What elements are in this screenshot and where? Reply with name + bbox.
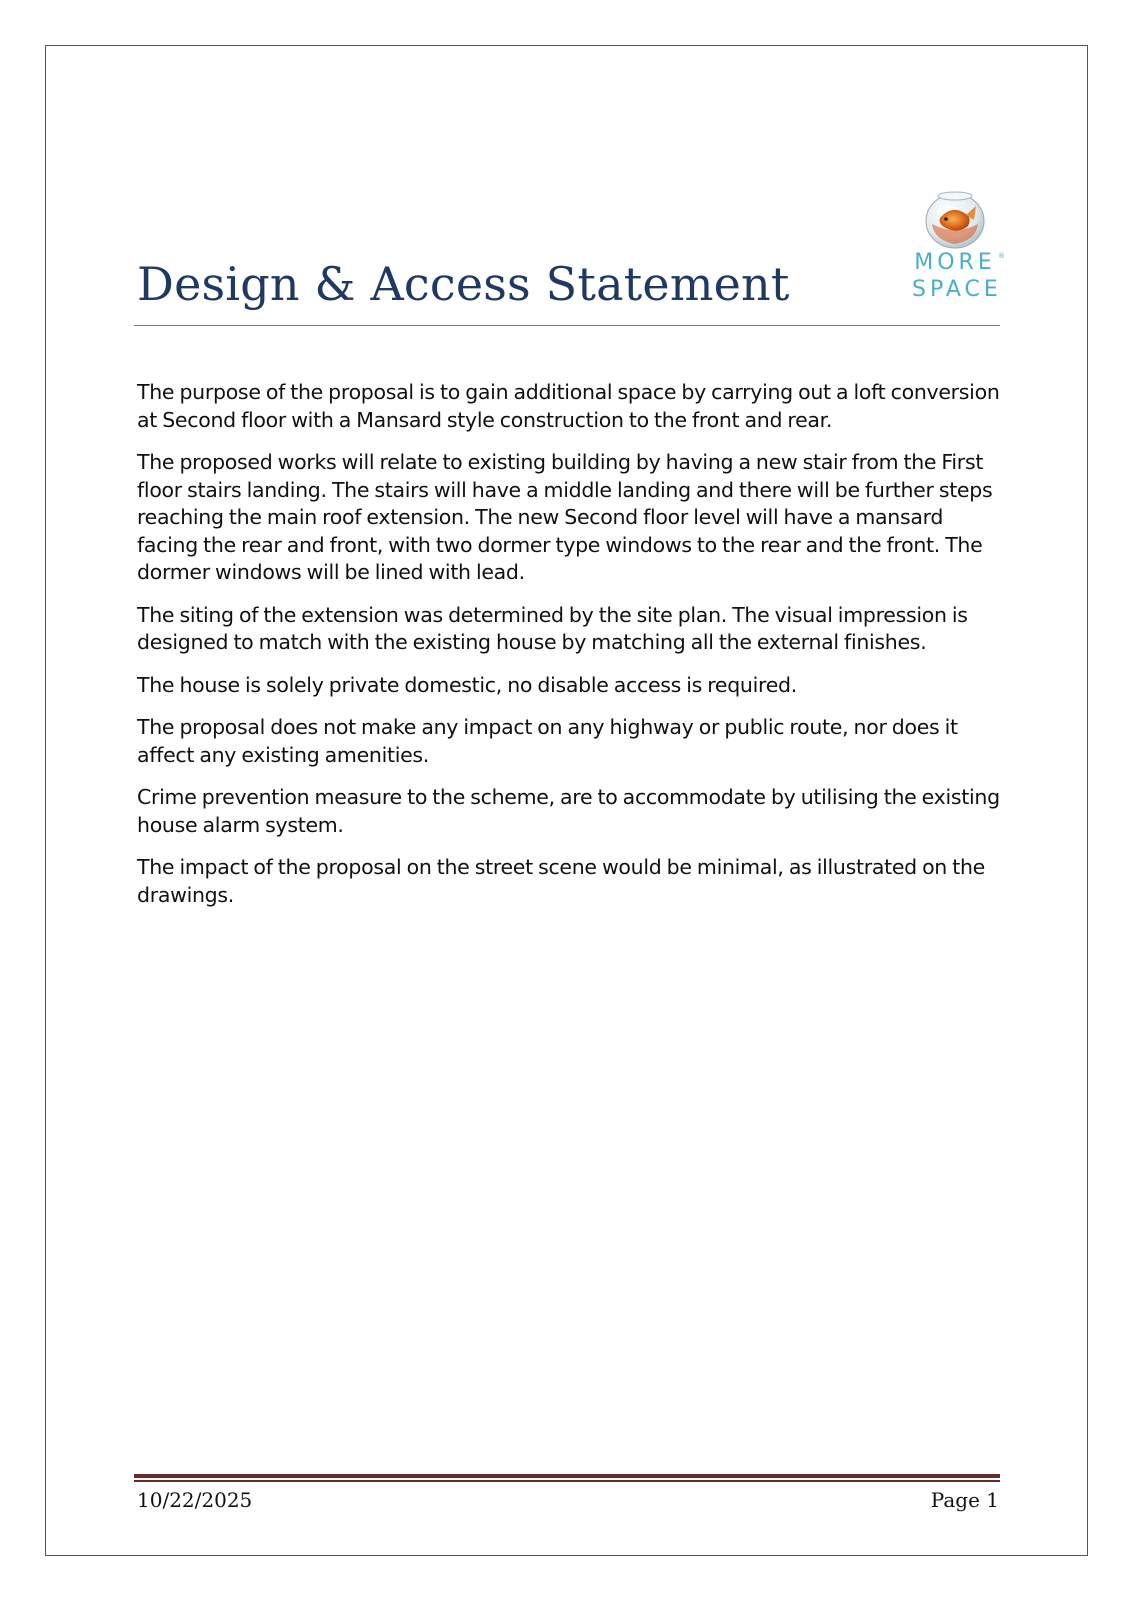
paragraph-highway-impact: The proposal does not make any impact on any highway or public route, nor does it affect any existing amenities.: [137, 715, 958, 767]
footer-page-number: Page 1: [930, 1488, 999, 1512]
logo-line-more: MORE: [914, 250, 996, 275]
title-underline: [134, 325, 1000, 326]
logo-line-space: SPACE: [912, 277, 1002, 302]
fishbowl-icon: [918, 188, 992, 250]
paragraph-crime-prevention: Crime prevention measure to the scheme, are to accommodate by utilising the existing house alarm system.: [137, 785, 1000, 837]
logo-registered-mark: ®: [998, 252, 1005, 260]
paragraph-proposed-works: The proposed works will relate to existing building by having a new stair from the First floor stairs landing. The stairs will have a middle landing and there will be further steps reaching the main roof extension. The new Second floor level will have a mansard facing the rear and front, with two dormer type windows to the rear and the front. The dormer windows will be lined with lead.: [137, 450, 993, 584]
page-title: Design & Access Statement: [137, 257, 790, 311]
footer-rule-thin: [134, 1480, 1000, 1482]
paragraph-street-scene: The impact of the proposal on the street scene would be minimal, as illustrated on the drawings.: [137, 855, 985, 907]
footer-date: 10/22/2025: [137, 1488, 253, 1512]
paragraph-access: The house is solely private domestic, no disable access is required.: [137, 672, 797, 697]
more-space-logo: [912, 188, 1005, 306]
paragraph-siting: The siting of the extension was determined by the site plan. The visual impression is designed to match with the existing house by matching all the external finishes.: [137, 602, 968, 654]
statement-body: [137, 379, 1007, 924]
paragraph-purpose: The purpose of the proposal is to gain additional space by carrying out a loft conversion at Second floor with a Mansard style construction to the front and rear.: [137, 380, 1000, 432]
footer-rule-thick: [134, 1474, 1000, 1478]
